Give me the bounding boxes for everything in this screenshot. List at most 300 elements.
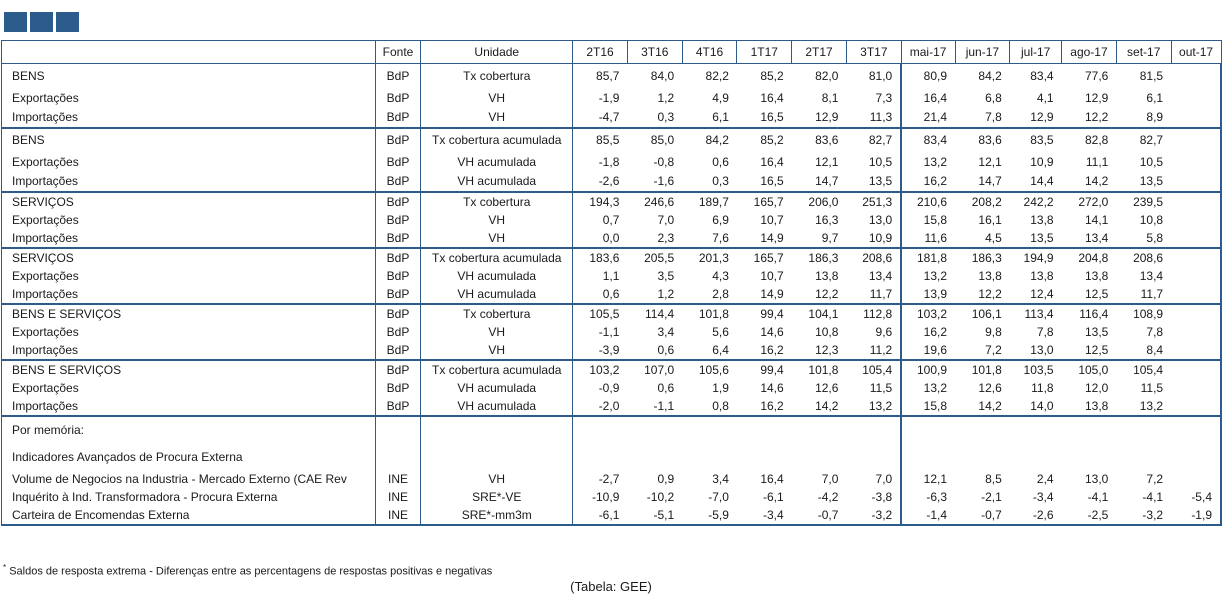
row-unit: VH — [421, 108, 573, 128]
value-cell: 11,6 — [901, 229, 955, 248]
empty-cell — [846, 416, 901, 444]
value-cell: 85,7 — [573, 64, 628, 88]
row-unit: VH — [421, 323, 573, 341]
empty-cell — [375, 416, 421, 444]
value-cell: 0,9 — [657, 471, 675, 486]
gee-logo — [4, 12, 79, 32]
value-cell: 80,9 — [901, 64, 955, 88]
header-period: 2T17 — [792, 41, 847, 64]
memo-title: Por memória: — [2, 416, 376, 444]
value-cell: 12,2 — [1084, 110, 1109, 124]
value-cell: 105,6 — [682, 360, 737, 379]
value-cell: 13,2 — [901, 152, 955, 172]
row-unit: VH — [421, 229, 573, 248]
value-cell: 10,8 — [815, 324, 839, 339]
value-cell: 83,4 — [1010, 64, 1062, 88]
empty-cell — [1116, 444, 1171, 470]
value-cell — [1171, 172, 1221, 192]
value-cell: 11,2 — [869, 342, 893, 357]
header-period: set-17 — [1116, 41, 1171, 64]
value-cell: -1,1 — [653, 398, 675, 413]
row-label: Importações — [2, 108, 376, 128]
row-unit: VH — [421, 341, 573, 360]
value-cell: 13,0 — [1084, 471, 1109, 486]
row-unit: Tx cobertura — [421, 64, 573, 88]
value-cell: 13,0 — [1030, 342, 1054, 357]
value-cell: 10,7 — [760, 212, 784, 227]
value-cell: 165,7 — [737, 192, 792, 211]
value-cell: 0,6 — [657, 342, 675, 357]
value-cell: 13,4 — [1139, 268, 1164, 283]
table-row — [2, 108, 1222, 128]
value-cell: 204,8 — [1062, 248, 1117, 267]
value-cell: -2,6 — [1010, 506, 1062, 525]
value-cell: 9,7 — [821, 230, 839, 245]
value-cell — [1171, 285, 1221, 304]
row-label: BENS — [2, 64, 376, 88]
value-cell: 85,0 — [627, 128, 682, 152]
value-cell — [1171, 360, 1221, 379]
row-label: BENS E SERVIÇOS — [2, 304, 376, 323]
table-row — [2, 416, 1222, 444]
header-period: 1T17 — [737, 41, 792, 64]
value-cell: 99,4 — [737, 360, 792, 379]
value-cell: 13,5 — [1084, 324, 1109, 339]
value-cell: 7,8 — [1036, 324, 1054, 339]
value-cell: 112,8 — [846, 304, 901, 323]
value-cell: 16,5 — [760, 110, 784, 124]
value-cell: 4,1 — [1036, 90, 1054, 105]
empty-cell — [901, 416, 955, 444]
value-cell — [1171, 397, 1221, 416]
value-cell: 82,2 — [682, 64, 737, 88]
value-cell: 10,7 — [760, 268, 784, 283]
value-cell: -6,1 — [573, 506, 628, 525]
value-cell: 16,2 — [901, 172, 955, 192]
value-cell — [1171, 128, 1221, 152]
table-row — [2, 88, 1222, 108]
value-cell: 101,8 — [955, 360, 1010, 379]
value-cell: 101,8 — [792, 360, 847, 379]
value-cell: 194,9 — [1010, 248, 1062, 267]
row-source: BdP — [375, 323, 421, 341]
value-cell: 13,5 — [1030, 230, 1054, 245]
row-label: Exportações — [2, 323, 376, 341]
value-cell — [1171, 470, 1221, 488]
value-cell: 9,6 — [875, 324, 893, 339]
value-cell: 13,8 — [1084, 268, 1109, 283]
value-cell: 194,3 — [573, 192, 628, 211]
logo-block — [4, 12, 27, 32]
value-cell: -1,9 — [1171, 506, 1221, 525]
value-cell: -4,7 — [598, 110, 620, 124]
value-cell: 16,2 — [901, 323, 955, 341]
value-cell: 99,4 — [737, 304, 792, 323]
row-label: BENS — [2, 128, 376, 152]
value-cell: 108,9 — [1116, 304, 1171, 323]
value-cell: 8,9 — [1146, 110, 1164, 124]
row-unit: VH — [421, 470, 573, 488]
value-cell: 11,5 — [1140, 380, 1164, 395]
value-cell: 11,7 — [1140, 286, 1164, 301]
row-source: INE — [375, 488, 421, 506]
value-cell: 13,2 — [868, 398, 893, 413]
value-cell: 246,6 — [627, 192, 682, 211]
value-cell: 101,8 — [682, 304, 737, 323]
value-cell: 104,1 — [792, 304, 847, 323]
value-cell: 7,2 — [1146, 471, 1164, 486]
row-label: Importações — [2, 341, 376, 360]
row-source: BdP — [375, 229, 421, 248]
row-source: BdP — [375, 285, 421, 304]
value-cell: -1,6 — [653, 174, 675, 188]
value-cell: -2,0 — [598, 398, 620, 413]
header-period: 3T17 — [846, 41, 901, 64]
value-cell: 14,2 — [815, 398, 839, 413]
value-cell: -3,4 — [1032, 489, 1054, 504]
memo-subtitle: Indicadores Avançados de Procura Externa — [2, 444, 376, 470]
value-cell: 14,0 — [1030, 398, 1054, 413]
value-cell: 12,5 — [1084, 342, 1109, 357]
value-cell: -1,4 — [901, 506, 955, 525]
row-unit: VH acumulada — [421, 379, 573, 397]
value-cell: 8,5 — [985, 471, 1002, 486]
value-cell: 3,5 — [657, 268, 675, 283]
value-cell: 206,0 — [792, 192, 847, 211]
empty-cell — [792, 416, 847, 444]
empty-cell — [627, 416, 682, 444]
value-cell: -5,9 — [682, 506, 737, 525]
row-label: Importações — [2, 172, 376, 192]
value-cell: 12,5 — [1084, 286, 1109, 301]
value-cell — [1171, 88, 1221, 108]
value-cell: 13,2 — [1139, 398, 1164, 413]
header-period: 2T16 — [573, 41, 628, 64]
table-row — [2, 267, 1222, 285]
logo-block — [30, 12, 53, 32]
row-label: Inquérito à Ind. Transformadora - Procura Externa — [2, 488, 376, 506]
value-cell: 189,7 — [682, 192, 737, 211]
value-cell: 12,2 — [815, 286, 839, 301]
value-cell: 6,4 — [712, 342, 729, 357]
value-cell: 7,6 — [712, 230, 729, 245]
value-cell: 7,2 — [985, 342, 1002, 357]
value-cell: 186,3 — [792, 248, 847, 267]
value-cell: 83,5 — [1010, 128, 1062, 152]
empty-cell — [682, 416, 737, 444]
value-cell: 7,0 — [657, 212, 675, 227]
row-source: BdP — [375, 88, 421, 108]
value-cell: 82,8 — [1062, 128, 1117, 152]
value-cell: 12,0 — [1084, 380, 1109, 395]
value-cell: 19,6 — [901, 341, 955, 360]
value-cell: 12,9 — [1030, 110, 1054, 124]
header-period: jun-17 — [955, 41, 1010, 64]
value-cell: 11,1 — [1085, 154, 1109, 169]
value-cell: 14,7 — [978, 174, 1002, 188]
value-cell — [1171, 229, 1221, 248]
row-unit: Tx cobertura acumulada — [421, 248, 573, 267]
row-unit: Tx cobertura acumulada — [421, 360, 573, 379]
header-period: 4T16 — [682, 41, 737, 64]
value-cell: 14,2 — [978, 398, 1002, 413]
row-source: BdP — [375, 128, 421, 152]
row-source: BdP — [375, 211, 421, 229]
row-label: Importações — [2, 229, 376, 248]
value-cell: 7,8 — [1146, 324, 1164, 339]
value-cell: -1,1 — [598, 324, 620, 339]
value-cell: 12,1 — [978, 154, 1002, 169]
empty-cell — [375, 444, 421, 470]
table-row — [2, 341, 1222, 360]
row-unit: VH acumulada — [421, 172, 573, 192]
value-cell: -4,1 — [1087, 489, 1109, 504]
value-cell: 13,8 — [978, 268, 1002, 283]
row-unit: SRE*-VE — [421, 488, 573, 506]
row-source: BdP — [375, 379, 421, 397]
table-row — [2, 397, 1222, 416]
empty-cell — [573, 416, 628, 444]
value-cell: 14,9 — [760, 286, 784, 301]
value-cell: 12,1 — [815, 154, 839, 169]
table-row — [2, 229, 1222, 248]
row-label: Importações — [2, 397, 376, 416]
row-unit: VH — [421, 88, 573, 108]
value-cell: 7,0 — [875, 471, 893, 486]
value-cell: 3,4 — [712, 471, 729, 486]
header-fonte: Fonte — [375, 41, 421, 64]
value-cell: 9,8 — [985, 324, 1002, 339]
table-row — [2, 64, 1222, 88]
empty-cell — [1010, 416, 1062, 444]
value-cell: 13,5 — [868, 174, 893, 188]
value-cell: 4,3 — [712, 268, 729, 283]
value-cell: 183,6 — [573, 248, 628, 267]
table-row — [2, 323, 1222, 341]
empty-cell — [1171, 416, 1221, 444]
value-cell: 201,3 — [682, 248, 737, 267]
header-row — [2, 41, 1222, 64]
value-cell: 105,0 — [1062, 360, 1117, 379]
value-cell: 105,4 — [1116, 360, 1171, 379]
row-source: BdP — [375, 152, 421, 172]
value-cell: 208,2 — [955, 192, 1010, 211]
value-cell: 181,8 — [901, 248, 955, 267]
value-cell: 16,2 — [760, 398, 784, 413]
value-cell: 85,5 — [573, 128, 628, 152]
row-label: Exportações — [2, 267, 376, 285]
value-cell — [1171, 108, 1221, 128]
value-cell: 6,8 — [985, 90, 1002, 105]
row-source: BdP — [375, 64, 421, 88]
value-cell: -3,8 — [871, 489, 893, 504]
row-unit: VH acumulada — [421, 152, 573, 172]
header-empty — [2, 41, 376, 64]
empty-cell — [1116, 416, 1171, 444]
value-cell: 186,3 — [955, 248, 1010, 267]
row-label: Carteira de Encomendas Externa — [2, 506, 376, 525]
value-cell: 103,2 — [901, 304, 955, 323]
row-unit: Tx cobertura — [421, 192, 573, 211]
table-row — [2, 506, 1222, 525]
value-cell: 12,9 — [815, 110, 839, 124]
value-cell: 14,7 — [815, 174, 839, 188]
value-cell: 14,4 — [1030, 174, 1054, 188]
value-cell: 13,2 — [901, 379, 955, 397]
row-label: Volume de Negocios na Industria - Mercado Externo (CAE Rev — [2, 470, 376, 488]
empty-cell — [955, 444, 1010, 470]
row-label: SERVIÇOS — [2, 192, 376, 211]
row-unit: Tx cobertura — [421, 304, 573, 323]
value-cell: 0,6 — [602, 286, 620, 301]
value-cell: 7,0 — [821, 471, 839, 486]
table-source: (Tabela: GEE) — [570, 579, 652, 594]
value-cell: 13,8 — [1084, 398, 1109, 413]
value-cell: -0,7 — [955, 506, 1010, 525]
value-cell: 2,3 — [657, 230, 675, 245]
value-cell: 14,6 — [760, 324, 784, 339]
table-row — [2, 128, 1222, 152]
value-cell: 10,9 — [868, 230, 893, 245]
table-row — [2, 285, 1222, 304]
row-unit: VH acumulada — [421, 267, 573, 285]
value-cell: 100,9 — [901, 360, 955, 379]
table-row — [2, 444, 1222, 470]
value-cell: 0,6 — [657, 380, 675, 395]
row-source: BdP — [375, 192, 421, 211]
value-cell: 11,3 — [869, 110, 893, 124]
value-cell: 77,6 — [1062, 64, 1117, 88]
row-source: BdP — [375, 267, 421, 285]
row-label: Importações — [2, 285, 376, 304]
value-cell: 7,8 — [985, 110, 1002, 124]
value-cell: 1,2 — [657, 90, 675, 105]
value-cell: 2,4 — [1036, 471, 1054, 486]
value-cell: 13,2 — [901, 267, 955, 285]
empty-cell — [846, 444, 901, 470]
value-cell: 82,7 — [1116, 128, 1171, 152]
value-cell: 84,2 — [682, 128, 737, 152]
value-cell — [1171, 379, 1221, 397]
value-cell: 2,8 — [712, 286, 729, 301]
value-cell: -4,2 — [817, 489, 839, 504]
value-cell: 83,6 — [955, 128, 1010, 152]
empty-cell — [421, 416, 573, 444]
row-unit: Tx cobertura acumulada — [421, 128, 573, 152]
value-cell: 16,2 — [760, 342, 784, 357]
footnote — [3, 563, 492, 578]
footnote-mark: * — [3, 563, 7, 572]
value-cell: 0,0 — [602, 230, 620, 245]
indicators-table — [1, 40, 1222, 526]
value-cell: 12,2 — [978, 286, 1002, 301]
value-cell — [1171, 323, 1221, 341]
value-cell: 16,4 — [760, 90, 784, 105]
value-cell: 83,6 — [792, 128, 847, 152]
value-cell: 6,9 — [712, 212, 729, 227]
value-cell — [1171, 248, 1221, 267]
row-source: BdP — [375, 248, 421, 267]
value-cell: 5,6 — [712, 324, 729, 339]
value-cell: 12,6 — [978, 380, 1002, 395]
value-cell: 0,3 — [657, 110, 675, 124]
row-unit: VH acumulada — [421, 397, 573, 416]
header-unidade: Unidade — [421, 41, 573, 64]
value-cell: -3,9 — [598, 342, 620, 357]
value-cell: 14,6 — [760, 380, 784, 395]
value-cell: 84,2 — [955, 64, 1010, 88]
value-cell: -2,7 — [598, 471, 620, 486]
row-label: Exportações — [2, 88, 376, 108]
value-cell: -1,9 — [598, 90, 620, 105]
value-cell: 0,6 — [712, 154, 729, 169]
value-cell: 14,9 — [760, 230, 784, 245]
row-label: SERVIÇOS — [2, 248, 376, 267]
value-cell: 10,5 — [868, 154, 893, 169]
value-cell: 116,4 — [1062, 304, 1117, 323]
value-cell: 15,8 — [901, 211, 955, 229]
value-cell: 13,9 — [901, 285, 955, 304]
value-cell: 5,8 — [1146, 230, 1164, 245]
logo-block — [56, 12, 79, 32]
empty-cell — [682, 444, 737, 470]
value-cell: 4,5 — [985, 230, 1002, 245]
empty-cell — [1062, 416, 1117, 444]
row-source: BdP — [375, 341, 421, 360]
row-source: BdP — [375, 172, 421, 192]
value-cell: 6,1 — [1146, 90, 1164, 105]
row-label: Exportações — [2, 379, 376, 397]
value-cell — [1171, 192, 1221, 211]
value-cell: -6,1 — [762, 489, 784, 504]
value-cell: 113,4 — [1010, 304, 1062, 323]
empty-cell — [627, 444, 682, 470]
value-cell: 16,5 — [760, 174, 784, 188]
value-cell: 83,4 — [901, 128, 955, 152]
value-cell: 1,9 — [712, 380, 729, 395]
value-cell: 210,6 — [901, 192, 955, 211]
table-row — [2, 192, 1222, 211]
value-cell: 114,4 — [627, 304, 682, 323]
row-unit: VH acumulada — [421, 285, 573, 304]
value-cell: 85,2 — [737, 64, 792, 88]
value-cell: 106,1 — [955, 304, 1010, 323]
empty-cell — [1171, 444, 1221, 470]
header-period: jul-17 — [1010, 41, 1062, 64]
value-cell: 16,4 — [760, 471, 784, 486]
value-cell — [1171, 211, 1221, 229]
value-cell: 105,4 — [846, 360, 901, 379]
value-cell — [1171, 64, 1221, 88]
value-cell — [1171, 341, 1221, 360]
header-period: 3T16 — [627, 41, 682, 64]
row-label: Exportações — [2, 152, 376, 172]
value-cell: 3,4 — [657, 324, 675, 339]
value-cell: -3,2 — [1116, 506, 1171, 525]
value-cell: 82,0 — [792, 64, 847, 88]
table-row — [2, 152, 1222, 172]
value-cell: 11,8 — [1031, 380, 1054, 395]
value-cell: 84,0 — [627, 64, 682, 88]
value-cell: 8,4 — [1146, 342, 1164, 357]
value-cell: 10,8 — [1139, 212, 1164, 227]
value-cell — [1171, 152, 1221, 172]
value-cell: -2,6 — [598, 174, 620, 188]
value-cell — [1171, 304, 1221, 323]
table-row — [2, 172, 1222, 192]
value-cell: -0,9 — [598, 380, 620, 395]
value-cell: 13,5 — [1139, 174, 1164, 188]
